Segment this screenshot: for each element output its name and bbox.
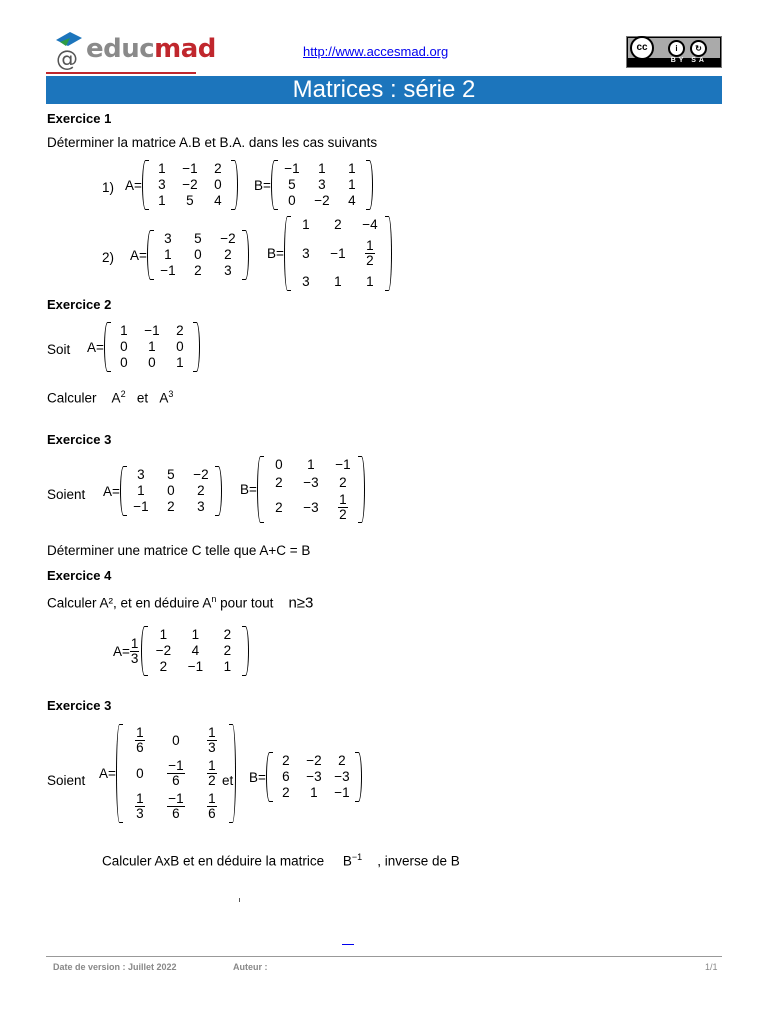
matrix-cell: 1 [223,659,232,674]
matrix-cell: 2 [275,499,283,515]
logo-wordmark: educmad [86,34,216,64]
matrix-cell: −3 [303,475,319,490]
matrix-cell: 4 [214,193,222,208]
matrix-cell: 0 [136,765,144,781]
matrix-cell: 1 [159,627,168,642]
ex3-matrix-B [240,456,365,523]
matrix-cell: 0 [288,193,296,208]
matrix-cell: 3 [318,177,326,192]
matrix-cell: 3 [164,231,172,246]
matrix-cell: −1 [284,161,300,176]
matrix-cell-fraction: $\frac{1}{6}$ [136,725,144,755]
matrix-cell: 4 [348,193,356,208]
matrix-cell: 2 [334,217,342,232]
matrix-cell: 1 [191,627,200,642]
matrix-cell-fraction: $\frac{-1}{6}$ [168,791,184,821]
matrix-cell: −2 [182,177,198,192]
matrix-cell-fraction: $\frac{1}{2}$ [208,758,216,788]
stray-mark [239,898,240,902]
matrix-cell: 5 [194,231,202,246]
matrix-cell: 2 [223,627,232,642]
matrix-cell: 1 [366,274,374,289]
ex1-case2-label: 2) [102,250,115,265]
by-sa-label: BY SA [670,57,707,64]
ex2-calc-line: Calculer $A^2$ et $A^3$ [47,389,174,406]
matrix-cell: 2 [167,499,175,514]
matrix-cell: 2 [159,659,168,674]
matrix-cell: 2 [176,323,184,338]
ex5-and: et [222,773,234,788]
matrix-label: A= [113,643,130,659]
matrix-cell: 1 [310,785,318,800]
matrix-cell: −2 [314,193,330,208]
ex3-matrix-A [103,466,222,516]
matrix-coefficient: $\frac{1}{3}$ [130,635,139,666]
matrix-label: B= [249,769,266,785]
matrix-cell: −3 [334,769,350,784]
ex5-question: Calculer AxB et en déduire la matrice $B^{-1}$ , inverse de B [102,852,460,869]
matrix-cell: 5 [186,193,194,208]
ex1-case2-matrix-B [267,216,392,291]
matrix-cell: 3 [302,245,310,261]
matrix-cell: 1 [334,274,342,289]
ex1-intro: Déterminer la matrice A.B et B.A. dans les cas suivants [47,135,378,150]
matrix-label: A= [125,177,142,193]
svg-text:@: @ [56,47,78,72]
matrix-cell: 3 [302,274,310,289]
matrix-cell: −4 [362,217,378,232]
matrix-cell: 4 [191,643,200,658]
ex5-matrix-A [99,724,236,823]
matrix-label: A= [99,766,116,781]
matrix-cell: −1 [330,245,346,261]
matrix-cell: −2 [306,753,322,768]
matrix-cell: 1 [158,193,166,208]
matrix-cell: −1 [160,263,176,278]
matrix-cell: 0 [172,732,180,748]
ex1-case1-label: 1) [102,180,115,195]
footer-date: Date de version : Juillet 2022 [53,962,177,972]
matrix-cell-fraction: $\frac{1}{6}$ [208,791,216,821]
matrix-cell: −1 [187,659,204,674]
matrix-cell: −2 [220,231,236,246]
matrix-cell: 2 [197,483,205,498]
ex2-matrix-A [87,322,200,372]
matrix-cell: 6 [282,769,290,784]
page-title: Matrices : série 2 [46,76,722,104]
site-link[interactable]: http://www.accesmad.org [303,44,449,59]
matrix-cell: 1 [120,323,128,338]
matrix-cell: 1 [307,457,315,472]
matrix-cell: 2 [282,785,290,800]
matrix-cell: 1 [348,177,356,192]
footer-author: Auteur : [233,962,268,972]
matrix-cell-fraction: $\frac{-1}{6}$ [168,758,184,788]
matrix-cell: 1 [148,339,156,354]
matrix-cell: −2 [155,643,172,658]
matrix-label: B= [267,246,284,261]
matrix-label: B= [240,482,257,497]
matrix-cell: 2 [338,753,346,768]
matrix-cell: 1 [302,217,310,232]
footer-rule [46,956,722,957]
matrix-cell: 0 [167,483,175,498]
matrix-cell: 2 [223,643,232,658]
matrix-cell: 1 [158,161,166,176]
logo-icon [52,30,86,74]
matrix-cell: 3 [224,263,232,278]
matrix-cell: 5 [167,467,175,482]
ex3-soient: Soient [47,487,86,502]
cc-icon: cc [630,36,654,60]
ex5-heading: Exercice 3 [47,698,112,713]
matrix-cell: 3 [197,499,205,514]
ex3-question: Déterminer une matrice C telle que A+C = B [47,543,311,558]
matrix-cell: 1 [137,483,145,498]
matrix-cell: 2 [214,161,222,176]
matrix-cell: 1 [176,355,184,370]
matrix-cell-fraction: $\frac{1}{3}$ [136,791,144,821]
matrix-cell-fraction: $\frac{1}{2}$ [366,238,374,268]
ex3-heading: Exercice 3 [47,432,112,447]
educmad-logo [52,30,216,74]
ex4-matrix-A [113,626,249,676]
matrix-cell: 3 [137,467,145,482]
matrix-cell: 2 [282,753,290,768]
ex2-heading: Exercice 2 [47,297,112,312]
matrix-cell: −1 [335,457,351,472]
matrix-cell: 0 [176,339,184,354]
matrix-label: A= [130,247,147,263]
matrix-cell: −1 [182,161,198,176]
matrix-cell: −3 [306,769,322,784]
matrix-cell: −1 [334,785,350,800]
sa-icon: ↻ [690,40,707,57]
matrix-cell: 3 [158,177,166,192]
matrix-cell: 0 [120,355,128,370]
matrix-label: A= [103,483,120,499]
matrix-cell: 1 [348,161,356,176]
matrix-cell: −1 [144,323,160,338]
matrix-label: B= [254,177,271,193]
matrix-cell: −3 [303,499,319,515]
matrix-cell-fraction: $\frac{1}{2}$ [339,492,347,522]
ex1-heading: Exercice 1 [47,111,112,126]
matrix-cell: 5 [288,177,296,192]
matrix-cell: −2 [193,467,209,482]
by-icon: i [668,40,685,57]
ex1-case1-matrix-B [254,160,373,210]
ex4-heading: Exercice 4 [47,568,112,583]
header-rule [46,72,196,74]
matrix-cell: 2 [339,475,347,490]
cc-license-badge [626,36,722,68]
matrix-cell: 0 [275,457,283,472]
ex1-case2-matrix-A [130,230,249,280]
matrix-cell: −1 [133,499,149,514]
matrix-label: A= [87,339,104,355]
matrix-cell: 0 [148,355,156,370]
ex1-case1-matrix-A [125,160,238,210]
matrix-cell: 1 [164,247,172,262]
ex4-question: Calculer A², et en déduire $A^n$ pour tout n≥3 [47,594,314,612]
stray-link-mark [342,944,354,945]
ex5-matrix-B [249,752,362,802]
matrix-cell: 0 [214,177,222,192]
footer-page-number: 1/1 [705,962,718,972]
matrix-cell: 1 [318,161,326,176]
matrix-cell-fraction: $\frac{1}{3}$ [208,725,216,755]
matrix-cell: 0 [194,247,202,262]
matrix-cell: 2 [275,475,283,490]
ex2-soit: Soit [47,342,71,357]
matrix-cell: 0 [120,339,128,354]
matrix-cell: 2 [194,263,202,278]
ex5-soient: Soient [47,773,86,788]
matrix-cell: 2 [224,247,232,262]
